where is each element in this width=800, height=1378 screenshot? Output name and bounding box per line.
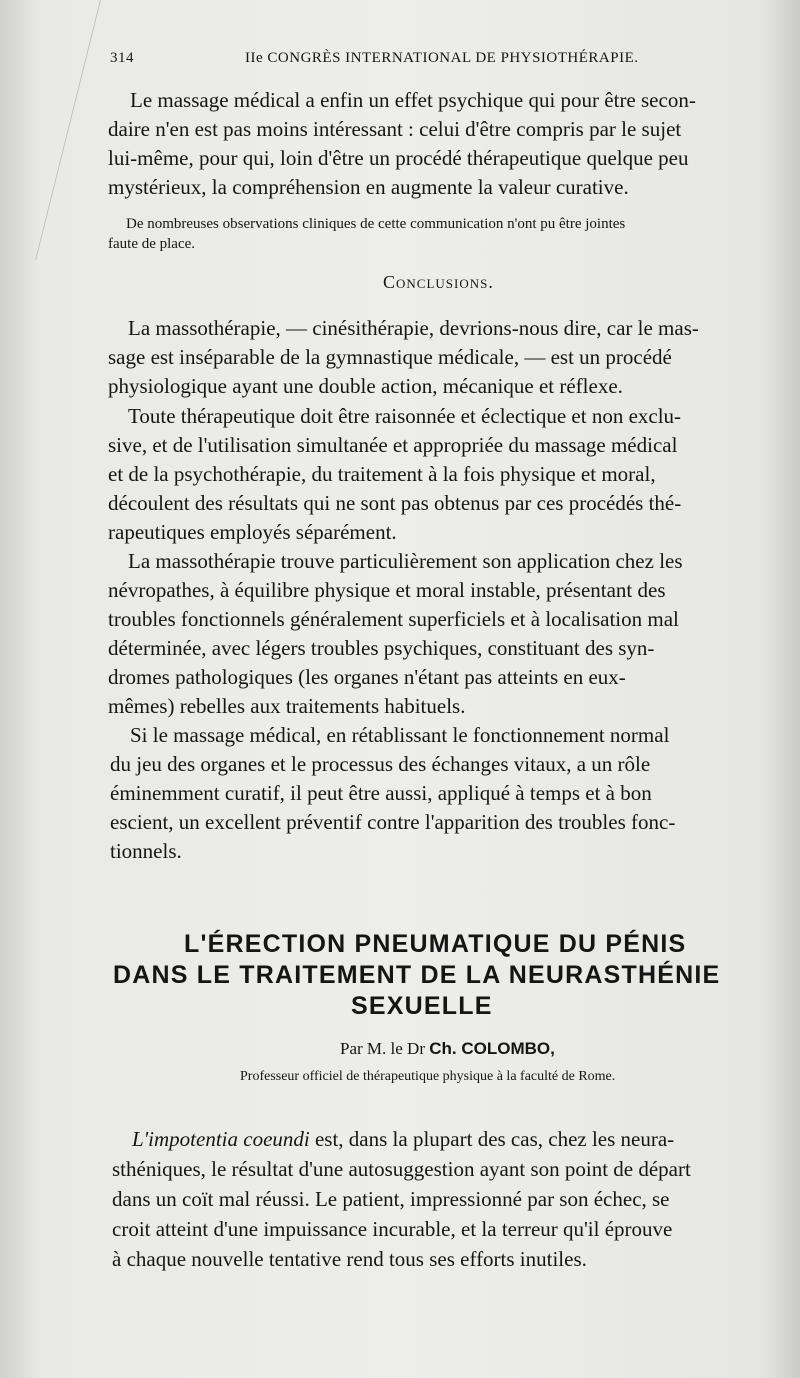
conclusion-p3-line-5: dromes pathologiques (les organes n'étant pas atteints en eux- — [108, 665, 626, 689]
article-body-line-1 — [132, 1127, 674, 1152]
byline-prefix: Par M. le Dr — [340, 1039, 425, 1058]
running-title: IIe CONGRÈS INTERNATIONAL DE PHYSIOTHÉRAPIE. — [245, 50, 639, 66]
article-byline — [340, 1039, 555, 1059]
conclusion-p3-line-3: troubles fonctionnels généralement superficiels et à localisation mal — [108, 607, 679, 631]
conclusion-p2-line-3: et de la psychothérapie, du traitement à la fois physique et moral, — [108, 462, 656, 486]
note-line-2: faute de place. — [108, 236, 196, 252]
article-title-line-2: DANS LE TRAITEMENT DE LA NEURASTHÉNIE — [113, 961, 721, 989]
conclusion-p3-line-2: névropathes, à équilibre physique et moral instable, présentant des — [108, 578, 666, 602]
conclusion-p2-line-5: rapeutiques employés séparément. — [108, 520, 397, 544]
intro-line-1: Le massage médical a enfin un effet psychique qui pour être secon- — [130, 88, 696, 112]
intro-line-3: lui-même, pour qui, loin d'être un procédé thérapeutique quelque peu — [108, 146, 689, 170]
article-body-line-2: sthéniques, le résultat d'une autosuggestion ayant son point de départ — [112, 1157, 691, 1181]
conclusion-p4-line-2: du jeu des organes et le processus des échanges vitaux, a un rôle — [110, 752, 651, 776]
conclusion-p3-line-1: La massothérapie trouve particulièrement son application chez les — [128, 549, 683, 573]
conclusion-p4-line-4: escient, un excellent préventif contre l'apparition des troubles fonc- — [110, 810, 676, 834]
page-number: 314 — [110, 50, 134, 66]
conclusion-p2-line-1: Toute thérapeutique doit être raisonnée et éclectique et non exclu- — [128, 404, 682, 428]
article-body-line-5: à chaque nouvelle tentative rend tous ses efforts inutiles. — [112, 1247, 587, 1271]
author-name: Ch. COLOMBO, — [429, 1039, 555, 1058]
conclusion-p1-line-2: sage est inséparable de la gymnastique médicale, — est un procédé — [108, 345, 672, 369]
conclusion-p4-line-1: Si le massage médical, en rétablissant le fonctionnement normal — [130, 723, 670, 747]
conclusion-p3-line-4: déterminée, avec légers troubles psychiques, constituant des syn- — [108, 636, 655, 660]
intro-line-4: mystérieux, la compréhension en augmente la valeur curative. — [108, 175, 629, 199]
article-title-line-1: L'ÉRECTION PNEUMATIQUE DU PÉNIS — [184, 930, 687, 958]
conclusions-heading: Conclusions. — [383, 272, 494, 292]
conclusion-p2-line-2: sive, et de l'utilisation simultanée et appropriée du massage médical — [108, 433, 678, 457]
note-line-1: De nombreuses observations cliniques de cette communication n'ont pu être jointes — [126, 216, 626, 232]
conclusion-p3-line-6: mêmes) rebelles aux traitements habituels. — [108, 694, 466, 718]
latin-term: L'impotentia coeundi — [132, 1127, 310, 1151]
conclusion-p1-line-1: La massothérapie, — cinésithérapie, devrions-nous dire, car le mas- — [128, 316, 699, 340]
article-body-line-3: dans un coït mal réussi. Le patient, impressionné par son échec, se — [112, 1187, 670, 1211]
conclusion-p2-line-4: découlent des résultats qui ne sont pas obtenus par ces procédés thé- — [108, 491, 682, 515]
conclusion-p1-line-3: physiologique ayant une double action, mécanique et réflexe. — [108, 374, 623, 398]
article-body-line-1-rest: est, dans la plupart des cas, chez les neura- — [309, 1127, 675, 1151]
page-crease — [0, 0, 101, 260]
article-title-line-3: SEXUELLE — [351, 992, 493, 1020]
intro-line-2: daire n'en est pas moins intéressant : celui d'être compris par le sujet — [108, 117, 682, 141]
article-body-line-4: croit atteint d'une impuissance incurable, et la terreur qu'il éprouve — [112, 1217, 673, 1241]
conclusion-p4-line-3: éminemment curatif, il peut être aussi, appliqué à temps et à bon — [110, 781, 652, 805]
conclusion-p4-line-5: tionnels. — [110, 839, 182, 863]
author-affiliation: Professeur officiel de thérapeutique physique à la faculté de Rome. — [240, 1069, 616, 1084]
